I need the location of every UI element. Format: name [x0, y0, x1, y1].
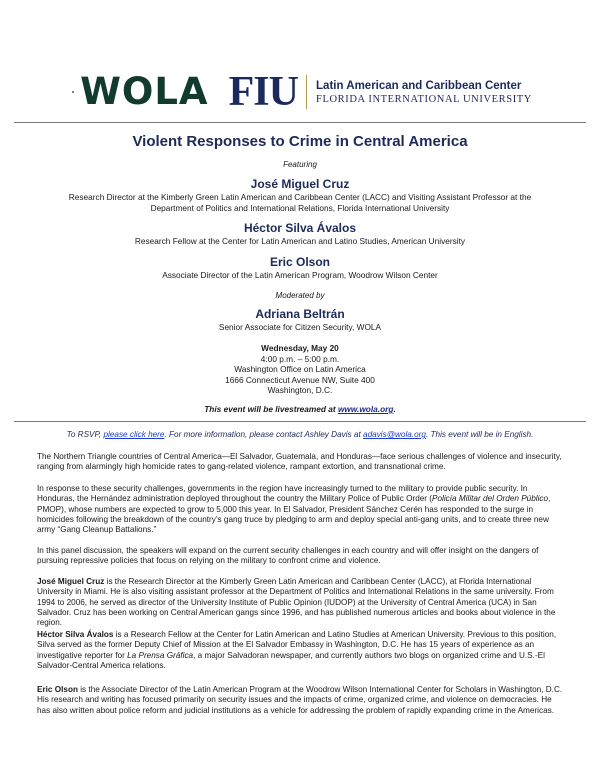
- speaker-1-affiliation-line: Department of Politics and International Relations, Florida International University: [150, 202, 450, 213]
- speaker-3-name: Eric Olson: [269, 255, 331, 269]
- speaker-3-affiliation: Associate Director of the Latin American Program, Woodrow Wilson Center: [162, 270, 438, 280]
- speaker-1-affiliation: [20, 192, 580, 213]
- moderator-affiliation: Senior Associate for Citizen Security, WOLA: [218, 322, 382, 332]
- header-divider: [14, 122, 586, 123]
- bio-silva-name: Héctor Silva Ávalos: [37, 630, 114, 639]
- livestream-notice: [20, 404, 580, 414]
- bio-silva: [37, 630, 565, 671]
- bio-olson: [37, 685, 565, 716]
- rsvp-link[interactable]: please click here: [103, 430, 165, 439]
- event-time: 4:00 p.m. – 5:00 p.m.: [260, 353, 340, 364]
- moderator-name: Adriana Beltrán: [255, 307, 345, 321]
- event-date: Wednesday, May 20: [261, 343, 339, 353]
- event-city: Washington, D.C.: [267, 385, 333, 395]
- lacc-logo-text: [316, 79, 532, 106]
- rsvp-suffix: . This event will be in English.: [425, 430, 534, 439]
- speaker-1-affiliation-line: Research Director at the Kimberly Green Latin American and Caribbean Center (LACC) and Visiting Assistant Professor at the: [68, 192, 532, 202]
- university-name: FLORIDA INTERNATIONAL UNIVERSITY: [316, 93, 532, 105]
- bio-olson-text: is the Associate Director of the Latin American Program at the Woodrow Wilson International Center for Scholars in Washington, D.C. His research and writing has focused primarily on security issues and the impacts of crime, organized crime, and violence on democracies. He has also written about police reform and judicial institutions as a vehicle for addressing the problem of rapidly expanding crime in the Americas.: [37, 685, 563, 715]
- bio-silva-text-a: is a Research Fellow at the Center for Latin American and Latino Studies at American University. Previous to this position, Silva served as the former Deputy Chief of Mission at the El Salvador Embassy in Washington, D.C. He has 15 years of experience as an investigative reporter for: [37, 630, 557, 660]
- response-text-a: In response to these security challenges, governments in the region have increasingly turned to the military to provide public security. In Honduras, the Hernández administration deployed throughout the country the Military Police of Public Order (: [37, 484, 528, 504]
- wola-logo: WOLA: [80, 70, 209, 113]
- moderated-label: Moderated by: [275, 291, 325, 300]
- response-paragraph: [37, 484, 565, 535]
- header-logos: [72, 68, 532, 116]
- center-name: Latin American and Caribbean Center: [316, 79, 522, 92]
- livestream-link[interactable]: www.wola.org: [337, 404, 394, 414]
- event-venue: Washington Office on Latin America: [234, 364, 366, 374]
- intro-paragraph: The Northern Triangle countries of Central America—El Salvador, Guatemala, and Honduras—face serious challenges of violence and insecurity, ranging from alarmingly high homicide rates to gang-related violence, rampant extortion, and transnational crime.: [37, 452, 562, 472]
- panel-paragraph: In this panel discussion, the speakers will expand on the current security challenges in each country and will offer insight on the dangers of pursuing repressive policies that focus on relying on the military to confront crime and violence.: [37, 546, 539, 566]
- event-details: [20, 343, 580, 396]
- newspaper-name: La Prensa Gráfica: [127, 650, 194, 660]
- event-title: Violent Responses to Crime in Central America: [132, 133, 468, 150]
- rsvp-prefix: To RSVP,: [66, 430, 102, 439]
- speaker-2-affiliation: Research Fellow at the Center for Latin American and Latino Studies, American University: [134, 236, 466, 246]
- livestream-text: This event will be livestreamed at: [204, 404, 336, 414]
- event-address: 1666 Connecticut Avenue NW, Suite 400: [225, 374, 375, 385]
- contact-email-link[interactable]: adavis@wola.org: [363, 430, 426, 439]
- rsvp-divider: [14, 421, 586, 422]
- pmop-spanish-name: Policía Militar del Orden Público: [432, 494, 549, 504]
- speaker-2-name: Héctor Silva Ávalos: [243, 221, 357, 235]
- rsvp-middle: . For more information, please contact Ashley Davis at: [164, 430, 361, 439]
- rsvp-line: [20, 430, 580, 439]
- bio-cruz-text: is the Research Director at the Kimberly Green Latin American and Caribbean Center (LACC), at Florida International University in Miami. He is also visiting assistant professor at the Department of Politics and International Relations in the same university. From 1994 to 2006, he served as director of the University Institute of Public Opinion (IUDOP) at the University of Central America (UCA) in San Salvador. Cruz has been working on Central American gangs since 1996, and has published numerous articles and books about violence in the region.: [37, 577, 556, 628]
- bio-cruz: [37, 577, 565, 628]
- bio-olson-name: Eric Olson: [37, 685, 78, 694]
- fiu-logo: FIU: [228, 69, 298, 115]
- bio-silva-text-b: , a major Salvadoran newspaper, and currently authors two blogs on organized crime and U.S.-El Salvador-Central America relations.: [37, 650, 545, 670]
- response-text-b: , PMOP), whose numbers are expected to grow to 5,000 this year. In El Salvador, President Sánchez Cerén has responded to the surge in homicides following the breakdown of the country’s gang truce by pledging to arm and deploy special anti-gang units, and to create three new army “Gang Cleanup Battalions.”: [37, 494, 551, 535]
- speaker-1-name: José Miguel Cruz: [250, 177, 350, 191]
- livestream-period: .: [393, 404, 396, 414]
- featuring-label: Featuring: [283, 160, 317, 169]
- bio-cruz-name: José Miguel Cruz: [37, 577, 105, 586]
- wola-crest-icon: [72, 72, 74, 112]
